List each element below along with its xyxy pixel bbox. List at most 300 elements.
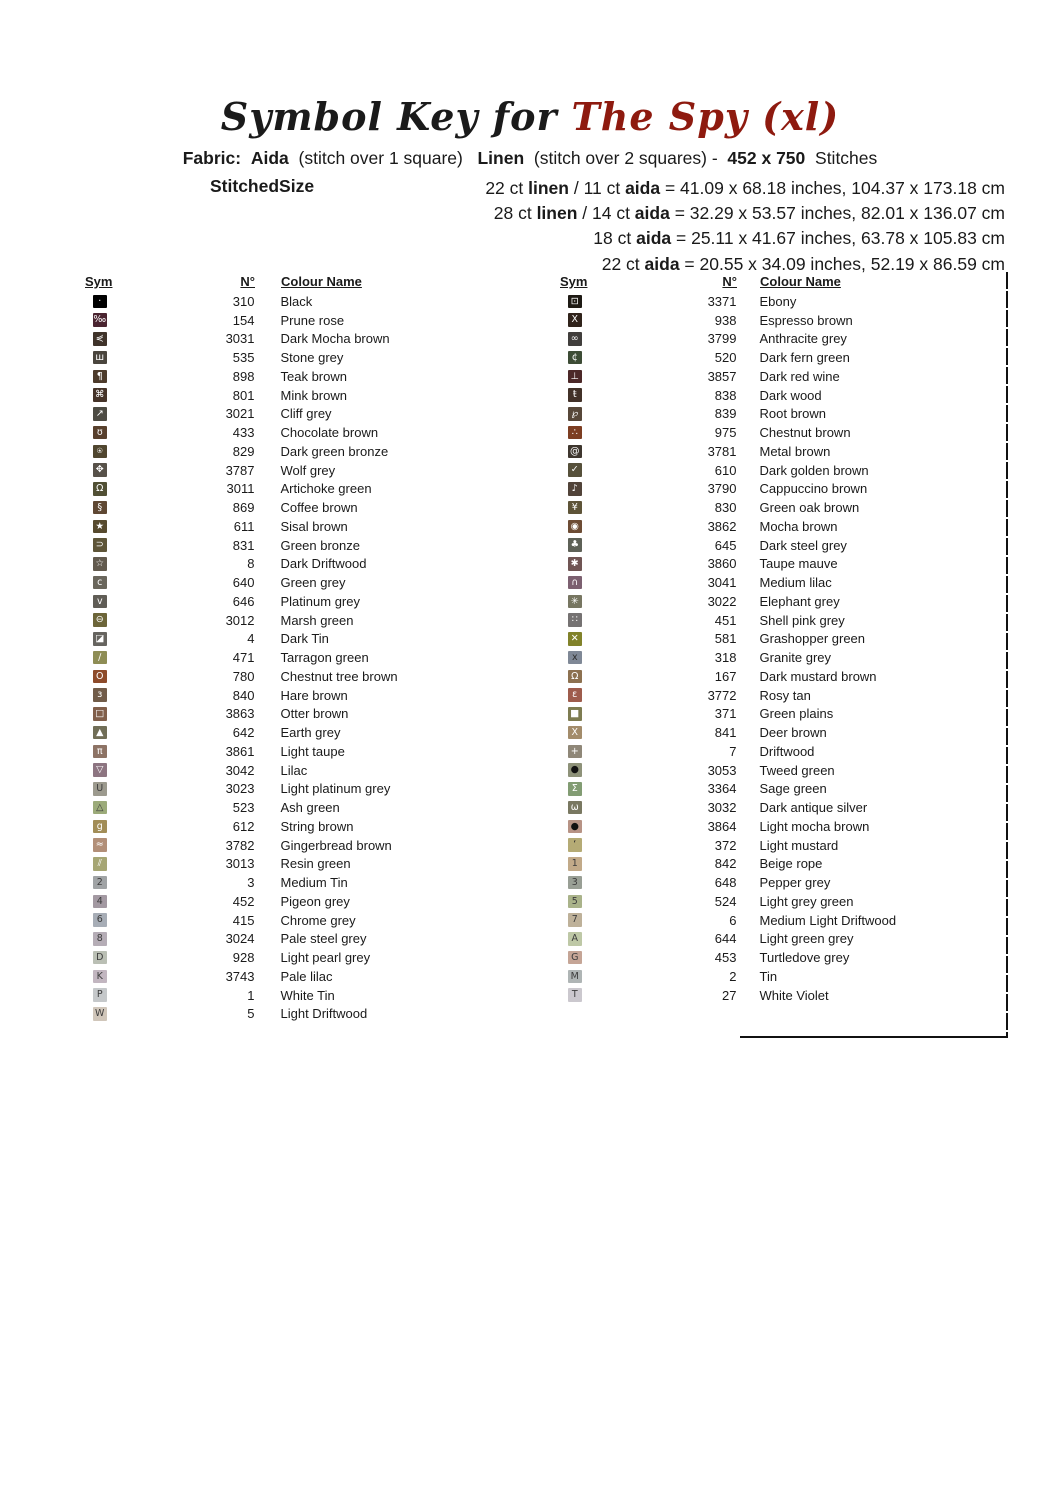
colour-name: String brown xyxy=(280,818,354,834)
key-row xyxy=(560,611,980,630)
thread-number: 3023 xyxy=(225,781,255,797)
symbol-key-table-right xyxy=(560,274,980,1005)
thread-number: 3860 xyxy=(707,556,737,572)
symbol-swatch: ¢ xyxy=(568,351,582,365)
symbol-swatch: A xyxy=(568,932,582,946)
stitched-size-line-2: 28 ct linen / 14 ct aida = 32.29 x 53.57 inches, 82.01 x 136.07 cm xyxy=(493,203,1005,224)
thread-number: 3013 xyxy=(225,856,255,872)
key-row xyxy=(85,555,485,574)
thread-number: 520 xyxy=(714,350,737,366)
header-num: N° xyxy=(240,274,255,289)
key-row xyxy=(560,798,980,817)
symbol-swatch: π xyxy=(93,745,107,759)
thread-number: 453 xyxy=(714,950,737,966)
colour-name: Mink brown xyxy=(280,387,347,403)
colour-name: Metal brown xyxy=(759,443,831,459)
symbol-swatch: 1 xyxy=(568,857,582,871)
thread-number: 838 xyxy=(714,387,737,403)
key-row xyxy=(85,892,485,911)
colour-name: Platinum grey xyxy=(280,593,360,609)
thread-number: 831 xyxy=(232,537,255,553)
thread-number: 3371 xyxy=(707,293,737,309)
symbol-swatch: § xyxy=(93,501,107,515)
key-row xyxy=(85,986,485,1005)
key-row xyxy=(85,930,485,949)
thread-number: 3041 xyxy=(707,575,737,591)
thread-number: 869 xyxy=(232,500,255,516)
thread-number: 3364 xyxy=(707,781,737,797)
colour-name: Driftwood xyxy=(759,743,815,759)
key-row xyxy=(560,761,980,780)
colour-name: Sage green xyxy=(759,781,827,797)
thread-number: 372 xyxy=(714,837,737,853)
colour-name: Medium Light Driftwood xyxy=(759,912,897,928)
colour-name: Otter brown xyxy=(280,706,349,722)
thread-number: 3021 xyxy=(225,406,255,422)
key-row xyxy=(85,648,485,667)
key-row xyxy=(560,967,980,986)
colour-name: Dark Tin xyxy=(280,631,329,647)
title-pattern-name: The Spy (xl) xyxy=(571,94,840,139)
thread-number: 644 xyxy=(714,931,737,947)
colour-name: Dark fern green xyxy=(759,350,850,366)
key-row xyxy=(85,817,485,836)
key-row xyxy=(560,705,980,724)
key-row xyxy=(560,311,980,330)
colour-name: Dark mustard brown xyxy=(759,668,877,684)
colour-name: Tweed green xyxy=(759,762,835,778)
thread-number: 7 xyxy=(729,743,737,759)
thread-number: 648 xyxy=(714,875,737,891)
colour-name: Medium lilac xyxy=(759,575,832,591)
key-row xyxy=(85,330,485,349)
thread-number: 842 xyxy=(714,856,737,872)
colour-name: Wolf grey xyxy=(280,462,336,478)
colour-name: Green plains xyxy=(759,706,834,722)
colour-name: Chrome grey xyxy=(280,912,356,928)
key-row xyxy=(560,892,980,911)
key-row xyxy=(85,948,485,967)
colour-name: Dark green bronze xyxy=(280,443,389,459)
colour-name: Dark antique silver xyxy=(759,800,868,816)
thread-number: 830 xyxy=(714,500,737,516)
thread-number: 3787 xyxy=(225,462,255,478)
symbol-swatch: ✓ xyxy=(568,463,582,477)
table-bottom-border xyxy=(740,1036,1008,1038)
key-row xyxy=(85,911,485,930)
symbol-key-table-left xyxy=(85,274,485,1023)
symbol-swatch: M xyxy=(568,970,582,984)
symbol-swatch: W xyxy=(93,1007,107,1021)
key-row xyxy=(560,686,980,705)
symbol-swatch: ∞ xyxy=(568,332,582,346)
key-row xyxy=(560,536,980,555)
key-row xyxy=(85,592,485,611)
key-row xyxy=(85,723,485,742)
key-row xyxy=(560,930,980,949)
thread-number: 3861 xyxy=(225,743,255,759)
symbol-swatch: K xyxy=(93,970,107,984)
thread-number: 8 xyxy=(247,556,255,572)
thread-number: 3053 xyxy=(707,762,737,778)
colour-name: Light green grey xyxy=(759,931,854,947)
symbol-swatch: 7 xyxy=(568,913,582,927)
thread-number: 801 xyxy=(232,387,255,403)
header-num: N° xyxy=(722,274,737,289)
symbol-swatch: ⊖ xyxy=(93,613,107,627)
thread-number: 471 xyxy=(232,650,255,666)
colour-name: Espresso brown xyxy=(759,312,853,328)
key-row xyxy=(85,405,485,424)
key-row xyxy=(85,705,485,724)
header-sym: Sym xyxy=(85,274,113,289)
thread-number: 318 xyxy=(714,650,737,666)
colour-name: Mocha brown xyxy=(759,518,838,534)
key-row xyxy=(560,780,980,799)
thread-number: 3031 xyxy=(225,331,255,347)
thread-number: 841 xyxy=(714,725,737,741)
symbol-swatch: @ xyxy=(570,445,580,457)
key-table-header xyxy=(85,274,485,291)
key-row xyxy=(85,836,485,855)
key-row xyxy=(560,836,980,855)
symbol-swatch: ε xyxy=(568,688,582,702)
colour-name: Cappuccino brown xyxy=(759,481,868,497)
thread-number: 154 xyxy=(232,312,255,328)
symbol-swatch: ɜ xyxy=(93,688,107,702)
key-row xyxy=(85,292,485,311)
thread-number: 371 xyxy=(714,706,737,722)
colour-name: Dark wood xyxy=(759,387,822,403)
symbol-swatch: ♣ xyxy=(568,538,582,552)
symbol-swatch: Ω xyxy=(568,670,582,684)
colour-name: White Tin xyxy=(280,987,335,1003)
thread-number: 640 xyxy=(232,575,255,591)
key-row xyxy=(560,592,980,611)
symbol-swatch: ∴ xyxy=(568,426,582,440)
colour-name: Anthracite grey xyxy=(759,331,847,347)
colour-name: Hare brown xyxy=(280,687,348,703)
colour-name: Light grey green xyxy=(759,893,854,909)
thread-number: 645 xyxy=(714,537,737,553)
colour-name: Prune rose xyxy=(280,312,345,328)
symbol-swatch: · xyxy=(93,295,107,309)
colour-name: Rosy tan xyxy=(759,687,811,703)
colour-name: Turtledove grey xyxy=(759,950,850,966)
thread-number: 611 xyxy=(233,518,255,534)
thread-number: 524 xyxy=(714,893,737,909)
fabric-aida: Aida xyxy=(250,148,289,168)
symbol-swatch: ʊ xyxy=(93,426,107,440)
symbol-swatch: ¥ xyxy=(568,501,582,515)
header-sym: Sym xyxy=(560,274,588,289)
symbol-swatch: ✕ xyxy=(568,632,582,646)
symbol-swatch: + xyxy=(568,745,582,759)
thread-number: 3743 xyxy=(225,968,255,984)
key-row xyxy=(560,555,980,574)
key-row xyxy=(560,948,980,967)
thread-number: 3790 xyxy=(707,481,737,497)
colour-name: Dark Mocha brown xyxy=(280,331,390,347)
symbol-swatch: ω xyxy=(568,801,582,815)
symbol-swatch: ⍟ xyxy=(93,445,107,459)
colour-name: Light platinum grey xyxy=(280,781,391,797)
thread-number: 3864 xyxy=(707,818,737,834)
thread-number: 3022 xyxy=(707,593,737,609)
symbol-swatch: ⊥ xyxy=(568,370,582,384)
thread-number: 3862 xyxy=(707,518,737,534)
key-rows-right xyxy=(560,292,980,1005)
colour-name: Dark steel grey xyxy=(759,537,847,553)
colour-name: Grashopper green xyxy=(759,631,866,647)
colour-name: Medium Tin xyxy=(280,875,348,891)
key-row xyxy=(560,873,980,892)
key-row xyxy=(85,798,485,817)
colour-name: Pale lilac xyxy=(280,968,333,984)
symbol-swatch: T xyxy=(568,988,582,1002)
thread-number: 3781 xyxy=(707,443,737,459)
symbol-swatch: ▲ xyxy=(93,726,107,740)
stitched-size-line-1: 22 ct linen / 11 ct aida = 41.09 x 68.18 inches, 104.37 x 173.18 cm xyxy=(485,178,1005,198)
thread-number: 2 xyxy=(729,968,737,984)
symbol-swatch: ▽ xyxy=(93,763,107,777)
colour-name: Light mocha brown xyxy=(759,818,870,834)
symbol-swatch: P xyxy=(93,988,107,1002)
symbol-swatch: U xyxy=(93,782,107,796)
symbol-swatch: ☆ xyxy=(93,557,107,571)
symbol-swatch: ℘ xyxy=(568,407,582,421)
thread-number: 3012 xyxy=(225,612,255,628)
colour-name: Light taupe xyxy=(280,743,345,759)
symbol-swatch: ♪ xyxy=(568,482,582,496)
thread-number: 452 xyxy=(232,893,255,909)
thread-number: 6 xyxy=(729,912,737,928)
symbol-swatch: G xyxy=(568,951,582,965)
symbol-swatch: ≈ xyxy=(93,838,107,852)
key-row xyxy=(560,648,980,667)
colour-name: Beige rope xyxy=(759,856,823,872)
colour-name: Resin green xyxy=(280,856,351,872)
thread-number: 310 xyxy=(232,293,255,309)
thread-number: 3799 xyxy=(707,331,737,347)
colour-name: Earth grey xyxy=(280,725,341,741)
colour-name: Green bronze xyxy=(280,537,360,553)
colour-name: Coffee brown xyxy=(280,500,358,516)
symbol-swatch: ◉ xyxy=(568,520,582,534)
key-row xyxy=(85,967,485,986)
symbol-swatch: ◪ xyxy=(93,632,107,646)
thread-number: 523 xyxy=(232,800,255,816)
key-row xyxy=(85,461,485,480)
stitched-size-label: StitchedSize xyxy=(210,176,315,196)
key-row xyxy=(85,630,485,649)
key-row xyxy=(85,667,485,686)
colour-name: Stone grey xyxy=(280,350,344,366)
key-row xyxy=(85,311,485,330)
colour-name: Ebony xyxy=(759,293,797,309)
colour-name: Ash green xyxy=(280,800,340,816)
symbol-swatch: ŧ xyxy=(568,388,582,402)
thread-number: 780 xyxy=(232,668,255,684)
symbol-swatch: ↗ xyxy=(93,407,107,421)
fabric-linen-note: (stitch over 2 squares) - xyxy=(533,148,718,168)
thread-number: 535 xyxy=(232,350,255,366)
colour-name: Taupe mauve xyxy=(759,556,838,572)
symbol-swatch: ● xyxy=(568,763,582,777)
thread-number: 3772 xyxy=(707,687,737,703)
table-right-border xyxy=(1006,272,1008,1037)
thread-number: 646 xyxy=(232,593,255,609)
symbol-swatch: △ xyxy=(93,801,107,815)
fabric-line xyxy=(10,148,1050,169)
symbol-swatch: ‰ xyxy=(93,314,107,326)
symbol-swatch: □ xyxy=(93,707,107,721)
key-row xyxy=(560,817,980,836)
thread-number: 975 xyxy=(714,425,737,441)
thread-number: 5 xyxy=(247,1006,255,1022)
thread-number: 928 xyxy=(232,950,255,966)
colour-name: Marsh green xyxy=(280,612,354,628)
colour-name: Green oak brown xyxy=(759,500,860,516)
key-row xyxy=(560,386,980,405)
symbol-swatch: 3 xyxy=(568,876,582,890)
symbol-swatch: ⊃ xyxy=(93,538,107,552)
colour-name: Light pearl grey xyxy=(280,950,371,966)
thread-number: 840 xyxy=(232,687,255,703)
key-row xyxy=(85,517,485,536)
key-row xyxy=(85,780,485,799)
key-row xyxy=(560,292,980,311)
colour-name: Pigeon grey xyxy=(280,893,350,909)
colour-name: Sisal brown xyxy=(280,518,348,534)
title-prefix: Symbol Key for xyxy=(220,94,558,139)
symbol-swatch: 6 xyxy=(93,913,107,927)
symbol-swatch: X xyxy=(568,313,582,327)
fabric-stitch-count: 452 x 750 xyxy=(727,148,806,168)
colour-name: Shell pink grey xyxy=(759,612,845,628)
symbol-swatch: v xyxy=(93,595,107,609)
key-row xyxy=(560,573,980,592)
colour-name: Teak brown xyxy=(280,368,347,384)
colour-name: White Violet xyxy=(759,987,829,1003)
key-row xyxy=(85,855,485,874)
fabric-aida-note: (stitch over 1 square) xyxy=(298,148,463,168)
symbol-swatch: ⫽ xyxy=(93,857,107,871)
colour-name: Cliff grey xyxy=(280,406,332,422)
key-row xyxy=(560,423,980,442)
thread-number: 938 xyxy=(714,312,737,328)
key-row xyxy=(560,855,980,874)
thread-number: 3782 xyxy=(225,837,255,853)
thread-number: 839 xyxy=(714,406,737,422)
symbol-swatch: ★ xyxy=(93,520,107,534)
colour-name: Chocolate brown xyxy=(280,425,379,441)
key-row xyxy=(85,1005,485,1024)
symbol-swatch: ⌘ xyxy=(95,389,105,401)
symbol-swatch: ⋞ xyxy=(93,332,107,346)
key-row xyxy=(85,348,485,367)
symbol-swatch: O xyxy=(93,670,107,684)
key-row xyxy=(85,386,485,405)
key-row xyxy=(85,498,485,517)
key-row xyxy=(560,442,980,461)
header-colour-name: Colour Name xyxy=(281,274,362,289)
colour-name: Tarragon green xyxy=(280,650,369,666)
colour-name: Light Driftwood xyxy=(280,1006,368,1022)
page-title xyxy=(10,94,1050,139)
symbol-swatch: 2 xyxy=(93,876,107,890)
symbol-swatch: x xyxy=(568,651,582,665)
colour-name: Chestnut tree brown xyxy=(280,668,398,684)
symbol-swatch: 8 xyxy=(93,932,107,946)
symbol-swatch: 4 xyxy=(93,895,107,909)
header-colour-name: Colour Name xyxy=(760,274,841,289)
symbol-swatch: ш xyxy=(93,351,107,365)
colour-name: Root brown xyxy=(759,406,826,422)
key-row xyxy=(85,536,485,555)
key-row xyxy=(560,405,980,424)
thread-number: 3 xyxy=(247,875,255,891)
thread-number: 1 xyxy=(247,987,255,1003)
key-row xyxy=(560,498,980,517)
symbol-swatch: Ω xyxy=(93,482,107,496)
key-row xyxy=(85,367,485,386)
stitched-size-block xyxy=(485,176,1005,277)
key-row xyxy=(560,480,980,499)
stitched-size-line-4: 22 ct aida = 20.55 x 34.09 inches, 52.19 x 86.59 cm xyxy=(601,253,1005,274)
thread-number: 3863 xyxy=(225,706,255,722)
thread-number: 3042 xyxy=(225,762,255,778)
symbol-swatch: Σ xyxy=(568,782,582,796)
colour-name: Granite grey xyxy=(759,650,832,666)
key-row xyxy=(560,723,980,742)
colour-name: Chestnut brown xyxy=(759,425,851,441)
symbol-swatch: ‘ xyxy=(568,838,582,852)
symbol-swatch: ∩ xyxy=(568,576,582,590)
symbol-swatch: D xyxy=(93,951,107,965)
symbol-swatch: 5 xyxy=(568,895,582,909)
thread-number: 433 xyxy=(232,425,255,441)
thread-number: 3024 xyxy=(225,931,255,947)
colour-name: Dark red wine xyxy=(759,368,840,384)
thread-number: 3032 xyxy=(707,800,737,816)
key-row xyxy=(85,611,485,630)
colour-name: Tin xyxy=(759,968,778,984)
symbol-swatch: ✳ xyxy=(568,595,582,609)
key-row xyxy=(560,517,980,536)
symbol-swatch: ∕ xyxy=(93,651,107,665)
key-row xyxy=(560,330,980,349)
thread-number: 642 xyxy=(232,725,255,741)
key-row xyxy=(560,367,980,386)
key-row xyxy=(85,742,485,761)
thread-number: 3011 xyxy=(226,481,255,497)
thread-number: 4 xyxy=(247,631,255,647)
symbol-swatch: ⊡ xyxy=(568,295,582,309)
key-row xyxy=(560,667,980,686)
colour-name: Light mustard xyxy=(759,837,839,853)
symbol-swatch: ● xyxy=(568,820,582,834)
symbol-swatch: X xyxy=(568,726,582,740)
colour-name: Dark Driftwood xyxy=(280,556,367,572)
key-row xyxy=(560,630,980,649)
key-row xyxy=(85,761,485,780)
colour-name: Black xyxy=(280,293,313,309)
key-row xyxy=(85,480,485,499)
key-row xyxy=(85,686,485,705)
symbol-swatch: g xyxy=(93,820,107,834)
key-row xyxy=(560,348,980,367)
